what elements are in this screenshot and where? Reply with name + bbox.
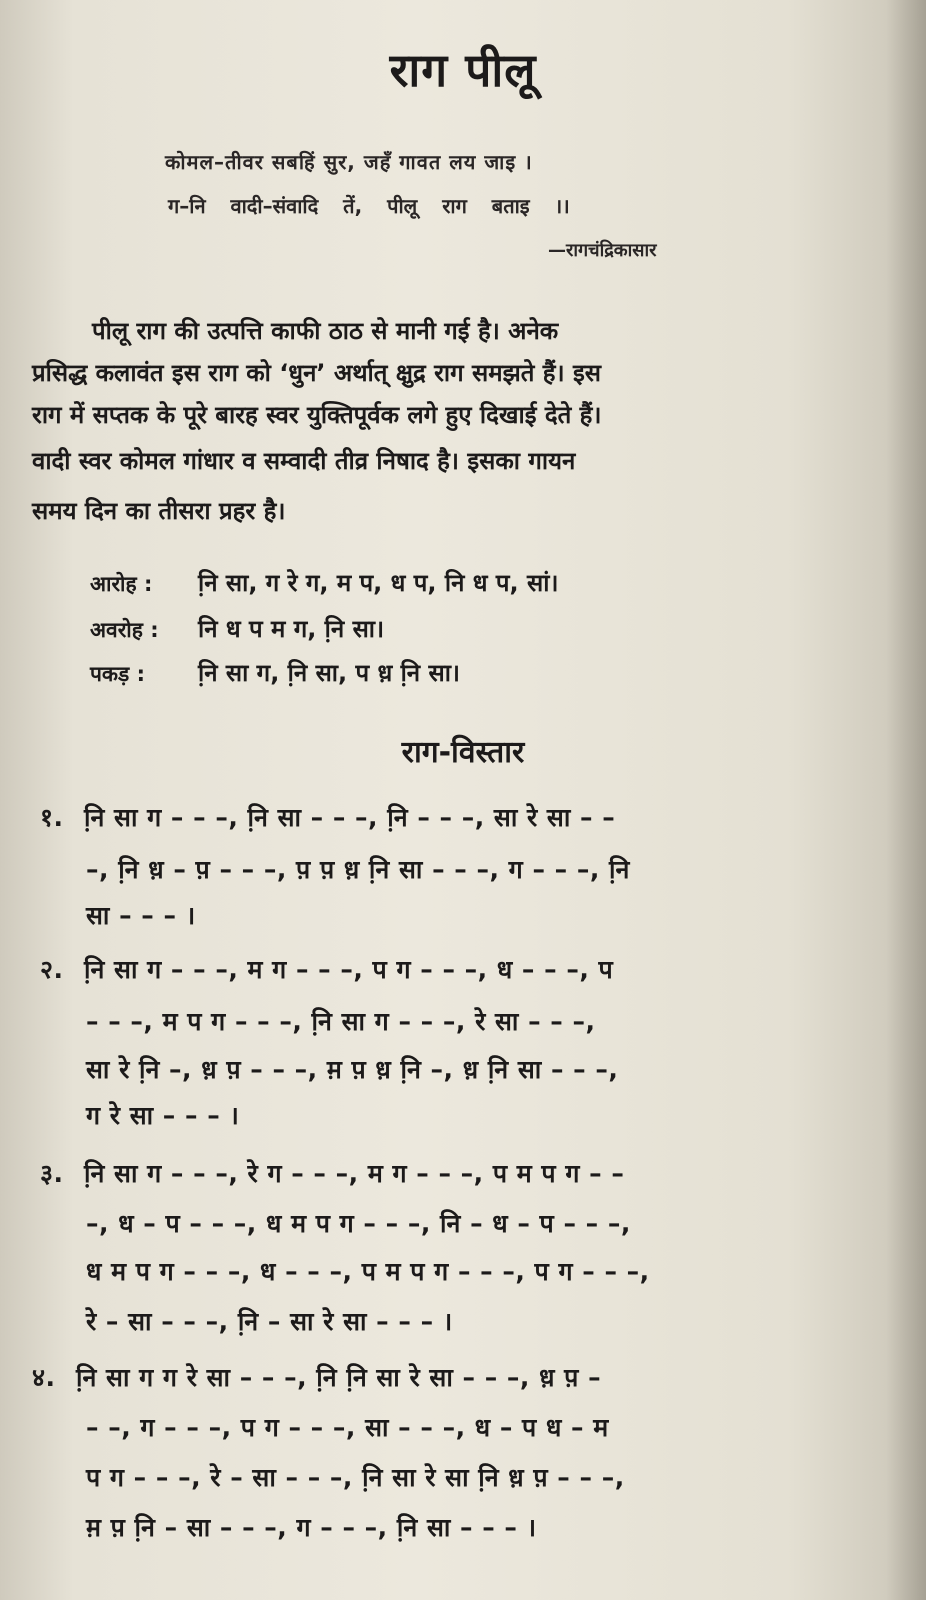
vistar-3-line-2: –, ध – प – – –, ध म प ग – – –, नि – ध – प – – –,: [86, 1209, 631, 1238]
vistar-2-line-1: [40, 952, 613, 986]
description-line-1: पीलू राग की उत्पत्ति काफी ठाठ से मानी गई है। अनेक: [92, 317, 559, 345]
avaroh-notes: नि ध प म ग, नि़ सा।: [198, 615, 385, 643]
vistar-text: नि़ सा ग – – –, रे ग – – –, म ग – – –, प म प ग – –: [84, 1159, 625, 1188]
vistar-4-line-3: प ग – – –, रे – सा – – –, नि़ सा रे सा नि़ ध़ प़ – – –,: [86, 1463, 625, 1492]
aroh-row: [90, 566, 559, 599]
description-line-5: समय दिन का तीसरा प्रहर है।: [32, 497, 286, 525]
vistar-text: नि़ सा ग ग रे सा – – –, नि़ नि़ सा रे सा – – –, ध़ प़ –: [76, 1363, 602, 1392]
pakad-row: [90, 656, 460, 689]
description-line-4: वादी स्वर कोमल गांधार व सम्वादी तीव्र निषाद है। इसका गायन: [32, 447, 576, 475]
vistar-2-line-4: ग रे सा – – – ।: [86, 1101, 240, 1130]
description-line-2: प्रसिद्ध कलावंत इस राग को ‘धुन’ अर्थात् क्षुद्र राग समझते हैं। इस: [32, 359, 601, 387]
verse-line-1: कोमल–तीवर सबहिं सुर, जहँ गावत लय जाइ ।: [165, 150, 533, 174]
vistar-4-line-4: म़ प़ नि़ – सा – – –, ग – – –, नि़ सा – – – ।: [86, 1513, 537, 1542]
vistar-number: ४.: [32, 1363, 56, 1392]
vistar-1-line-2: –, नि़ ध़ – प़ – – –, प़ प़ ध़ नि़ सा – – –, ग – – –, नि़: [86, 855, 630, 884]
vistar-2-line-2: – – –, म प ग – – –, नि़ सा ग – – –, रे सा – – –,: [86, 1007, 596, 1036]
vistar-1-line-1: [40, 800, 615, 834]
vistar-number: ३.: [40, 1159, 64, 1188]
description-line-3: राग में सप्तक के पूरे बारह स्वर युक्तिपूर्वक लगे हुए दिखाई देते हैं।: [32, 401, 602, 429]
verse-attribution: —रागचंद्रिकासार: [548, 240, 657, 261]
avaroh-label: अवरोह :: [90, 618, 159, 642]
aroh-label: आरोह :: [90, 572, 153, 596]
vistar-number: १.: [40, 803, 64, 832]
vistar-number: २.: [40, 955, 64, 984]
vistar-3-line-1: [40, 1156, 624, 1190]
aroh-notes: नि़ सा, ग रे ग, म प, ध प, नि ध प, सां।: [198, 569, 559, 597]
section-title: राग-विस्तार: [401, 735, 525, 770]
vistar-4-line-2: – –, ग – – –, प ग – – –, सा – – –, ध – प ध – म: [86, 1413, 609, 1442]
vistar-3-line-4: रे – सा – – –, नि़ – सा रे सा – – – ।: [86, 1307, 453, 1336]
vistar-1-line-3: सा – – – ।: [86, 901, 196, 930]
pakad-notes: नि़ सा ग, नि़ सा, प ध़ नि़ सा।: [198, 659, 461, 687]
vistar-text: नि़ सा ग – – –, नि़ सा – – –, नि़ – – –, सा रे सा – –: [84, 803, 616, 832]
vistar-text: नि़ सा ग – – –, म ग – – –, प ग – – –, ध – – –, प: [84, 955, 614, 984]
avaroh-row: [90, 612, 384, 645]
vistar-4-line-1: [32, 1360, 601, 1394]
verse-line-2: ग–नि वादी–संवादि तें, पीलू राग बताइ ।।: [168, 194, 570, 218]
page-title: राग पीलू: [389, 43, 537, 97]
pakad-label: पकड़ :: [90, 662, 145, 686]
vistar-2-line-3: सा रे नि़ –, ध़ प़ – – –, म़ प़ ध़ नि़ –, ध़ नि़ सा – – –,: [86, 1055, 619, 1084]
vistar-3-line-3: ध म प ग – – –, ध – – –, प म प ग – – –, प ग – – –,: [86, 1257, 650, 1286]
